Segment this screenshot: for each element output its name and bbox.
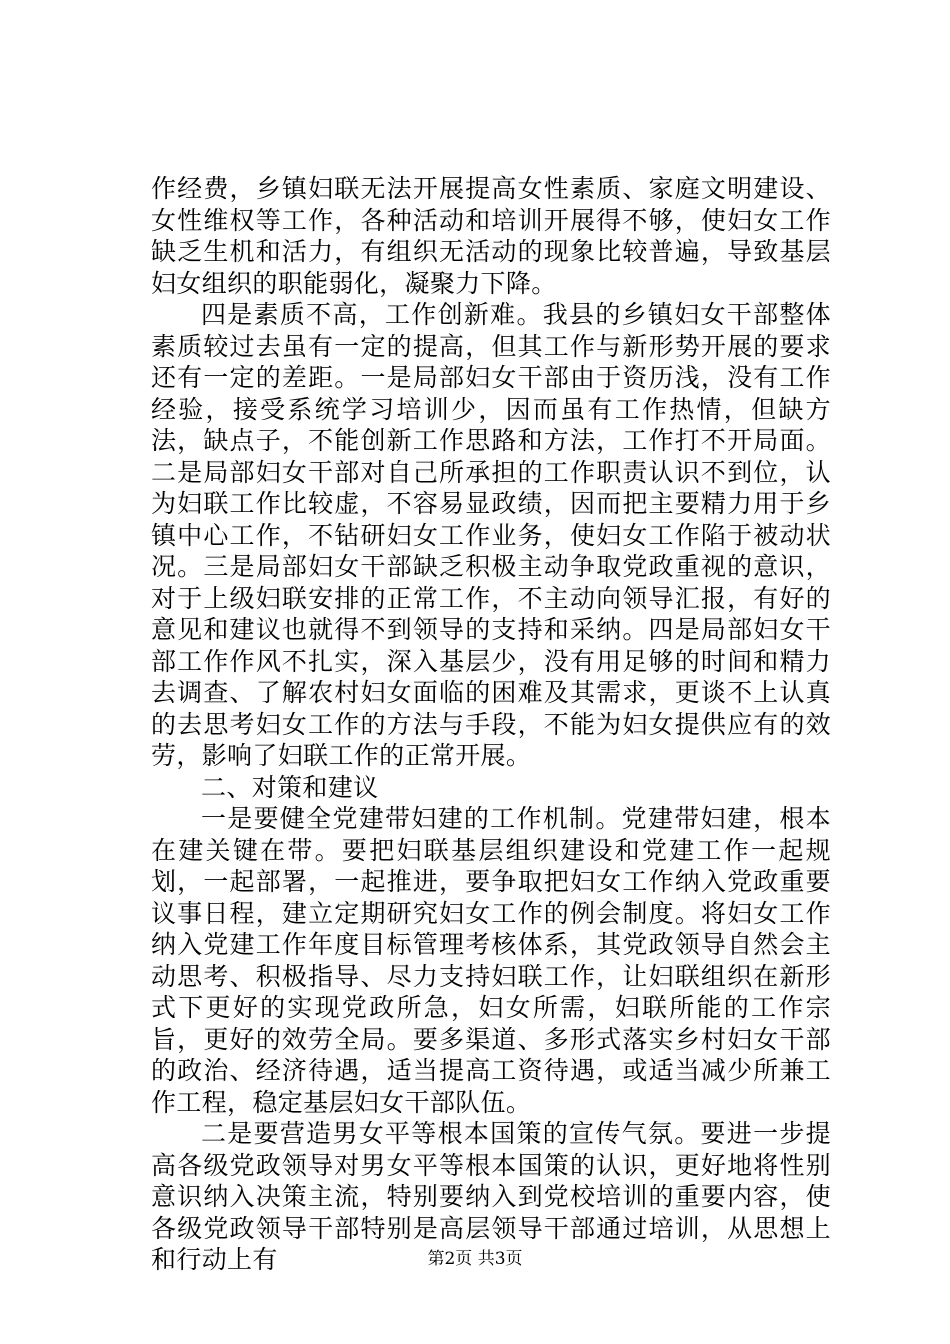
paragraph-gender-equality: 二是要营造男女平等根本国策的宣传气氛。要进一步提高各级党政领导对男女平等根本国策的认识，更好地将性别意识纳入决策主流，特别要纳入到党校培训的重要内容，使各级党政领导干部特别是高层领导干部通过培训，从思想上和行动上有 (151, 1119, 831, 1274)
document-body (151, 173, 831, 1276)
paragraph-continuation: 作经费，乡镇妇联无法开展提高女性素质、家庭文明建设、女性维权等工作，各种活动和培训开展得不够，使妇女工作缺乏生机和活力，有组织无活动的现象比较普遍，导致基层妇女组织的职能弱化，凝聚力下降。 (151, 174, 831, 298)
paragraph-party-building: 一是要健全党建带妇建的工作机制。党建带妇建，根本在建关键在带。要把妇联基层组织建设和党建工作一起规划，一起部署，一起推进，要争取把妇女工作纳入党政重要议事日程，建立定期研究妇女工作的例会制度。将妇女工作纳入党建工作年度目标管理考核体系，其党政领导自然会主动思考、积极指导、尽力支持妇联工作，让妇联组织在新形式下更好的实现党政所急，妇女所需，妇联所能的工作宗旨，更好的效劳全局。要多渠道、多形式落实乡村妇女干部的政治、经济待遇，适当提高工资待遇，或适当减少所兼工作工程，稳定基层妇女干部队伍。 (151, 804, 831, 1117)
paragraph-quality-issues: 四是素质不高，工作创新难。我县的乡镇妇女干部整体素质较过去虽有一定的提高，但其工作与新形势开展的要求还有一定的差距。一是局部妇女干部由于资历浅，没有工作经验，接受系统学习培训少，因而虽有工作热情，但缺方法，缺点子，不能创新工作思路和方法，工作打不开局面。二是局部妇女干部对自己所承担的工作职责认识不到位，认为妇联工作比较虚，不容易显政绩，因而把主要精力用于乡镇中心工作，不钻研妇女工作业务，使妇女工作陷于被动状况。三是局部妇女干部缺乏积极主动争取党政重视的意识，对于上级妇联安排的正常工作，不主动向领导汇报，有好的意见和建议也就得不到领导的支持和采纳。四是局部妇女干部工作作风不扎实，深入基层少，没有用足够的时间和精力去调查、了解农村妇女面临的困难及其需求，更谈不上认真的去思考妇女工作的方法与手段，不能为妇女提供应有的效劳，影响了妇联工作的正常开展。 (151, 300, 831, 770)
section-heading-countermeasures: 二、对策和建议 (201, 772, 379, 802)
page-footer: 第2页 共3页 (427, 1249, 523, 1269)
